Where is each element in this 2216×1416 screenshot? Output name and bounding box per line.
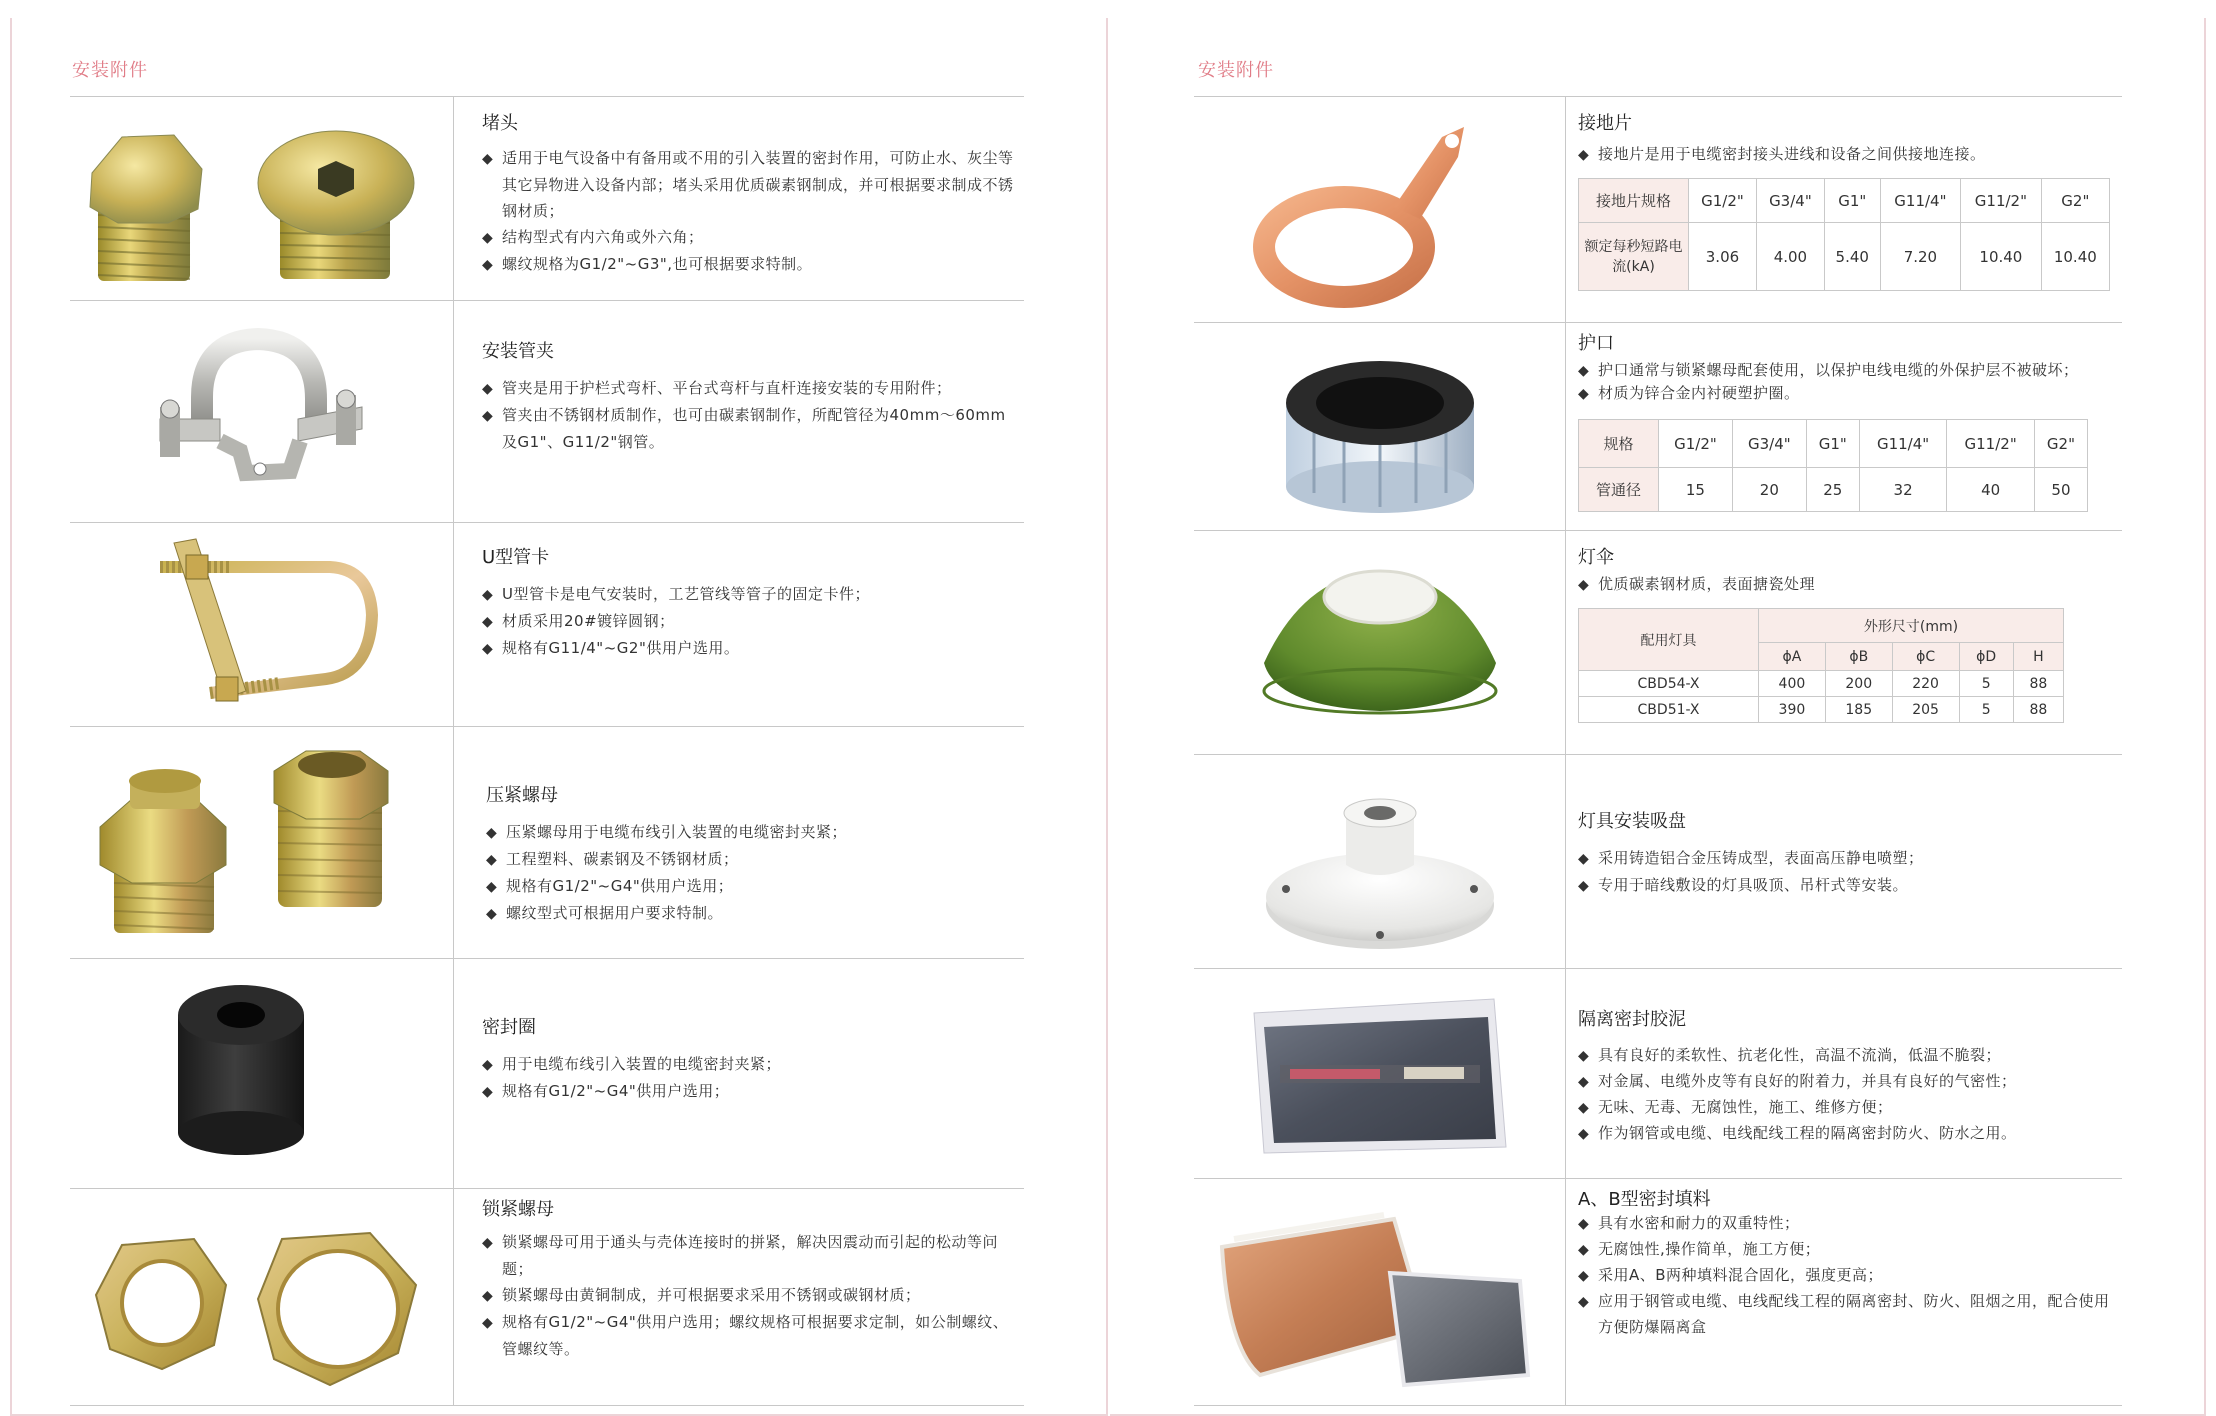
bullet-item: ◆ 结构型式有内六角或外六角； bbox=[482, 224, 1022, 251]
product-title: 隔离密封胶泥 bbox=[1578, 1009, 1686, 1030]
table-cell: 88 bbox=[2013, 671, 2063, 697]
product-row-ab-sealing-filler bbox=[1194, 1178, 2122, 1406]
product-text-cell bbox=[482, 337, 1022, 522]
product-image-cell bbox=[70, 727, 454, 958]
u-bolt-image bbox=[70, 523, 454, 727]
table-cell: 10.40 bbox=[2041, 223, 2109, 291]
table-cell: 390 bbox=[1759, 697, 1826, 723]
table-cell: 10.40 bbox=[1961, 223, 2042, 291]
table-cell: 15 bbox=[1659, 468, 1733, 512]
bullet-item: ◆ 适用于电气设备中有备用或不用的引入装置的密封作用，可防止水、灰尘等其它异物进入设备内部；堵头采用优质碳素钢制成，并可根据要求制成不锈钢材质； bbox=[482, 145, 1022, 224]
table-cell: G11/2" bbox=[1947, 420, 2035, 468]
table-cell: G3/4" bbox=[1732, 420, 1806, 468]
table-cell: 5.40 bbox=[1824, 223, 1880, 291]
table-cell: 5 bbox=[1959, 671, 2013, 697]
product-row-grounding-plate bbox=[1194, 96, 2122, 322]
product-bullets bbox=[482, 1051, 1022, 1105]
product-bullets bbox=[1578, 845, 2118, 899]
bullet-item: ◆ 材质采用20#镀锌圆钢； bbox=[482, 608, 1022, 635]
bullet-item: ◆ 管夹是用于护栏式弯杆、平台式弯杆与直杆连接安装的专用附件； bbox=[482, 375, 1022, 402]
product-bullets bbox=[486, 819, 1026, 927]
product-bullets bbox=[1578, 1043, 2118, 1147]
product-image-cell bbox=[70, 1189, 454, 1405]
table-cell: 40 bbox=[1947, 468, 2035, 512]
table-cell: G3/4" bbox=[1756, 179, 1824, 223]
bullet-item: ◆ 对金属、电缆外皮等有良好的附着力，并具有良好的气密性； bbox=[1578, 1069, 2118, 1095]
bullet-item: ◆ 接地片是用于电缆密封接头进线和设备之间供接地连接。 bbox=[1578, 141, 2118, 168]
bullet-item: ◆ 应用于钢管或电缆、电线配线工程的隔离密封、防火、阻烟之用，配合使用方便防爆隔离盒 bbox=[1578, 1289, 2118, 1340]
product-text-cell bbox=[1578, 329, 2118, 530]
bullet-item: ◆ 无腐蚀性,操作简单，施工方便； bbox=[1578, 1237, 2118, 1263]
table-cell: 400 bbox=[1759, 671, 1826, 697]
table-cell: G2" bbox=[2041, 179, 2109, 223]
product-text-cell bbox=[486, 781, 1026, 958]
product-text-cell bbox=[1578, 1005, 2118, 1178]
product-title: 护口 bbox=[1578, 333, 1614, 354]
table-header-cell: H bbox=[2013, 643, 2063, 671]
product-bullets bbox=[482, 145, 1022, 278]
table-header-cell: 配用灯具 bbox=[1579, 609, 1759, 671]
table-header-cell: 额定每秒短路电流(kA) bbox=[1579, 223, 1689, 291]
product-title: U型管卡 bbox=[482, 547, 550, 568]
lamp-shade-spec-table bbox=[1578, 608, 2064, 723]
table-header-cell: 接地片规格 bbox=[1579, 179, 1689, 223]
product-row-sealing-putty bbox=[1194, 968, 2122, 1178]
table-cell: 205 bbox=[1892, 697, 1959, 723]
bullet-item: ◆ 材质为锌合金内衬硬塑护圈。 bbox=[1578, 382, 2118, 405]
product-row-plug bbox=[70, 96, 1024, 300]
sealing-putty-image bbox=[1194, 969, 1566, 1179]
product-bullets bbox=[482, 581, 1022, 662]
table-cell: G1" bbox=[1806, 420, 1859, 468]
bullet-item: ◆ 用于电缆布线引入装置的电缆密封夹紧； bbox=[482, 1051, 1022, 1078]
bullet-item: ◆ 管夹由不锈钢材质制作，也可由碳素钢制作，所配管径为40mm～60mm 及G1"、G11/2"钢管。 bbox=[482, 402, 1022, 455]
product-row-lock-nut bbox=[70, 1188, 1024, 1406]
ab-filler-image bbox=[1194, 1179, 1566, 1407]
product-row-bushing bbox=[1194, 322, 2122, 530]
bullet-item: ◆ 护口通常与锁紧螺母配套使用，以保护电线电缆的外保护层不被破坏； bbox=[1578, 359, 2118, 382]
product-title: A、B型密封填料 bbox=[1578, 1189, 1711, 1210]
plug-fitting-image bbox=[70, 97, 454, 301]
bullet-item: ◆ 规格有G1/2"~G4"供用户选用；螺纹规格可根据要求定制，如公制螺纹、管螺纹等。 bbox=[482, 1309, 1022, 1362]
table-cell: G1" bbox=[1824, 179, 1880, 223]
bullet-item: ◆ 压紧螺母用于电缆布线引入装置的电缆密封夹紧； bbox=[486, 819, 1026, 846]
table-header-cell: 管通径 bbox=[1579, 468, 1659, 512]
product-title: 堵头 bbox=[482, 113, 518, 134]
table-cell: 32 bbox=[1859, 468, 1947, 512]
product-row-lamp-mount bbox=[1194, 754, 2122, 968]
table-header-cell: ϕA bbox=[1759, 643, 1826, 671]
product-bullets bbox=[1578, 1211, 2118, 1340]
table-header-cell: ϕB bbox=[1825, 643, 1892, 671]
product-image-cell bbox=[70, 301, 454, 522]
right-product-list bbox=[1194, 96, 2122, 1406]
table-cell: 88 bbox=[2013, 697, 2063, 723]
table-cell: G1/2" bbox=[1689, 179, 1757, 223]
product-bullets bbox=[1578, 359, 2118, 405]
compression-nut-image bbox=[70, 727, 454, 959]
bullet-item: ◆ 螺纹规格为G1/2"~G3",也可根据要求特制。 bbox=[482, 251, 1022, 278]
bullet-item: ◆ 锁紧螺母可用于通头与壳体连接时的拼紧，解决因震动而引起的松动等问题； bbox=[482, 1229, 1022, 1282]
product-row-pipe-clamp bbox=[70, 300, 1024, 522]
left-product-list bbox=[70, 96, 1024, 1406]
table-cell: 50 bbox=[2034, 468, 2087, 512]
right-section-title: 安装附件 bbox=[1198, 60, 1274, 81]
lamp-shade-image bbox=[1194, 531, 1566, 755]
product-image-cell bbox=[1194, 97, 1566, 322]
lock-nut-image bbox=[70, 1189, 454, 1407]
product-text-cell bbox=[482, 543, 1022, 726]
table-header-cell: ϕC bbox=[1892, 643, 1959, 671]
product-title: 接地片 bbox=[1578, 113, 1632, 134]
product-bullets bbox=[1578, 571, 2118, 598]
table-cell: G1/2" bbox=[1659, 420, 1733, 468]
product-text-cell bbox=[482, 1195, 1022, 1405]
product-image-cell bbox=[70, 97, 454, 300]
product-text-cell bbox=[1578, 807, 2118, 968]
product-row-u-bolt bbox=[70, 522, 1024, 726]
product-text-cell bbox=[482, 1013, 1022, 1188]
left-section-title: 安装附件 bbox=[72, 60, 148, 81]
product-row-compression-nut bbox=[70, 726, 1024, 958]
product-image-cell bbox=[1194, 969, 1566, 1178]
lamp-mount-image bbox=[1194, 755, 1566, 969]
product-image-cell bbox=[1194, 531, 1566, 754]
table-header-cell: ϕD bbox=[1959, 643, 2013, 671]
product-bullets bbox=[1578, 141, 2118, 168]
table-cell: 200 bbox=[1825, 671, 1892, 697]
product-row-seal-ring bbox=[70, 958, 1024, 1188]
table-cell: 7.20 bbox=[1880, 223, 1961, 291]
bullet-item: ◆ 规格有G1/2"~G4"供用户选用； bbox=[486, 873, 1026, 900]
table-header-cell: 规格 bbox=[1579, 420, 1659, 468]
table-cell: 4.00 bbox=[1756, 223, 1824, 291]
seal-ring-image bbox=[70, 959, 454, 1189]
bullet-item: ◆ 螺纹型式可根据用户要求特制。 bbox=[486, 900, 1026, 927]
product-text-cell bbox=[1578, 109, 2118, 322]
bullet-item: ◆ 采用铸造铝合金压铸成型，表面高压静电喷塑； bbox=[1578, 845, 2118, 872]
bullet-item: ◆ 作为钢管或电缆、电线配线工程的隔离密封防火、防水之用。 bbox=[1578, 1121, 2118, 1147]
product-bullets bbox=[482, 375, 1022, 455]
product-title: 密封圈 bbox=[482, 1017, 536, 1038]
table-cell: 25 bbox=[1806, 468, 1859, 512]
product-text-cell bbox=[1578, 1185, 2118, 1405]
bullet-item: ◆ 规格有G1/2"~G4"供用户选用； bbox=[482, 1078, 1022, 1105]
product-title: 安装管夹 bbox=[482, 341, 554, 362]
table-cell: CBD51-X bbox=[1579, 697, 1759, 723]
bullet-item: ◆ 无味、无毒、无腐蚀性，施工、维修方便； bbox=[1578, 1095, 2118, 1121]
bullet-item: ◆ 规格有G11/4"~G2"供用户选用。 bbox=[482, 635, 1022, 662]
product-title: 压紧螺母 bbox=[486, 785, 558, 806]
table-cell: 185 bbox=[1825, 697, 1892, 723]
product-image-cell bbox=[70, 959, 454, 1188]
bullet-item: ◆ 专用于暗线敷设的灯具吸顶、吊杆式等安装。 bbox=[1578, 872, 2118, 899]
bullet-item: ◆ 锁紧螺母由黄铜制成，并可根据要求采用不锈钢或碳钢材质； bbox=[482, 1282, 1022, 1309]
product-image-cell bbox=[70, 523, 454, 726]
product-image-cell bbox=[1194, 755, 1566, 968]
product-title: 锁紧螺母 bbox=[482, 1199, 554, 1220]
table-cell: G11/4" bbox=[1859, 420, 1947, 468]
bushing-spec-table bbox=[1578, 419, 2088, 512]
bullet-item: ◆ 优质碳素钢材质，表面搪瓷处理 bbox=[1578, 571, 2118, 598]
right-page bbox=[1110, 0, 2216, 1416]
table-cell: 5 bbox=[1959, 697, 2013, 723]
bullet-item: ◆ 具有水密和耐力的双重特性； bbox=[1578, 1211, 2118, 1237]
table-cell: G11/2" bbox=[1961, 179, 2042, 223]
product-image-cell bbox=[1194, 1179, 1566, 1405]
product-row-lamp-shade bbox=[1194, 530, 2122, 754]
product-image-cell bbox=[1194, 323, 1566, 530]
product-title: 灯具安装吸盘 bbox=[1578, 811, 1686, 832]
table-cell: G2" bbox=[2034, 420, 2087, 468]
table-header-cell: 外形尺寸(mm) bbox=[1759, 609, 2064, 643]
table-cell: 20 bbox=[1732, 468, 1806, 512]
bushing-image bbox=[1194, 323, 1566, 531]
grounding-plate-image bbox=[1194, 97, 1566, 323]
product-text-cell bbox=[1578, 543, 2118, 754]
product-title: 灯伞 bbox=[1578, 547, 1614, 568]
product-bullets bbox=[482, 1229, 1022, 1362]
table-cell: G11/4" bbox=[1880, 179, 1961, 223]
table-cell: 3.06 bbox=[1689, 223, 1757, 291]
bullet-item: ◆ 采用A、B两种填料混合固化，强度更高； bbox=[1578, 1263, 2118, 1289]
pipe-clamp-image bbox=[70, 301, 454, 523]
product-text-cell bbox=[482, 109, 1022, 300]
bullet-item: ◆ 具有良好的柔软性、抗老化性，高温不流淌，低温不脆裂； bbox=[1578, 1043, 2118, 1069]
table-cell: 220 bbox=[1892, 671, 1959, 697]
bullet-item: ◆ U型管卡是电气安装时，工艺管线等管子的固定卡件； bbox=[482, 581, 1022, 608]
grounding-spec-table bbox=[1578, 178, 2110, 291]
bullet-item: ◆ 工程塑料、碳素钢及不锈钢材质； bbox=[486, 846, 1026, 873]
table-cell: CBD54-X bbox=[1579, 671, 1759, 697]
